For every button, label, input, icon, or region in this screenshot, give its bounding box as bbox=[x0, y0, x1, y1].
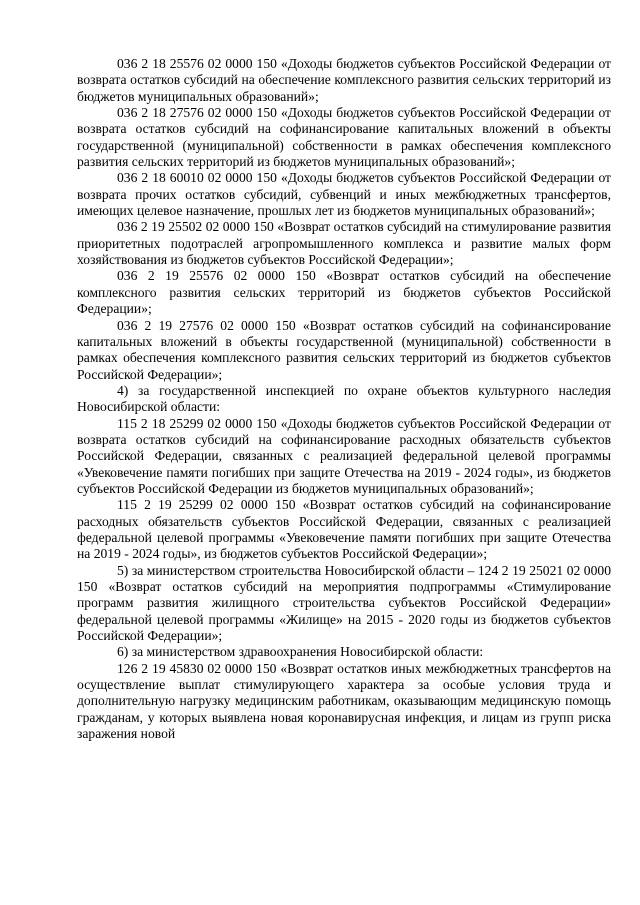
document-page bbox=[77, 56, 611, 742]
paragraph-036-2-19-25502: 036 2 19 25502 02 0000 150 «Возврат остатков субсидий на стимулирование развития приоритетных подотраслей агропромышленного комплекса и развитие малых форм хозяйствования из бюджетов субъектов Российской Федерации»; bbox=[77, 219, 611, 268]
paragraph-036-2-19-25576: 036 2 19 25576 02 0000 150 «Возврат остатков субсидий на обеспечение комплексного развития сельских территорий из бюджетов субъектов Российской Федерации»; bbox=[77, 268, 611, 317]
paragraph-115-2-18-25299: 115 2 18 25299 02 0000 150 «Доходы бюджетов субъектов Российской Федерации от возврата остатков субсидий на софинансирование расходных обязательств субъектов Российской Федерации, связанных с реализацией федеральной целевой программы «Увековечение памяти погибших при защите Отечества на 2019 - 2024 годы», из бюджетов субъектов Российской Федерации из бюджетов муниципальных образований»; bbox=[77, 415, 611, 496]
paragraph-115-2-19-25299: 115 2 19 25299 02 0000 150 «Возврат остатков субсидий на софинансирование расходных обязательств субъектов Российской Федерации, связанных с реализацией федеральной целевой программы «Увековечение памяти погибших при защите Отечества на 2019 - 2024 годы», из бюджетов субъектов Российской Федерации»; bbox=[77, 497, 611, 562]
paragraph-036-2-18-27576: 036 2 18 27576 02 0000 150 «Доходы бюджетов субъектов Российской Федерации от возврата остатков субсидий на софинансирование капитальных вложений в объекты государственной (муниципальной) собственности в рамках обеспечения комплексного развития сельских территорий из бюджетов муниципальных образований»; bbox=[77, 105, 611, 170]
section-heading-cultural-heritage: 4) за государственной инспекцией по охране объектов культурного наследия Новосибирской области: bbox=[77, 382, 611, 415]
paragraph-036-2-18-60010: 036 2 18 60010 02 0000 150 «Доходы бюджетов субъектов Российской Федерации от возврата прочих остатков субсидий, субвенций и иных межбюджетных трансфертов, имеющих целевое назначение, прошлых лет из бюджетов муниципальных образований»; bbox=[77, 170, 611, 219]
paragraph-ministry-of-construction: 5) за министерством строительства Новосибирской области – 124 2 19 25021 02 0000 150 «Возврат остатков субсидий на мероприятия подпрограммы «Стимулирование программ развития жилищного строительства субъектов Российской Федерации» федеральной целевой программы «Жилище» на 2015 - 2020 годы из бюджетов субъектов Российской Федерации»; bbox=[77, 562, 611, 644]
paragraph-036-2-18-25576: 036 2 18 25576 02 0000 150 «Доходы бюджетов субъектов Российской Федерации от возврата остатков субсидий на обеспечение комплексного развития сельских территорий из бюджетов муниципальных образований»; bbox=[77, 56, 611, 104]
paragraph-126-2-19-45830: 126 2 19 45830 02 0000 150 «Возврат остатков иных межбюджетных трансфертов на осуществление выплат стимулирующего характера за особые условия труда и дополнительную нагрузку медицинским работникам, оказывающим медицинскую помощь гражданам, у которых выявлена новая коронавирусная инфекция, и лицам из групп риска заражения новой bbox=[77, 660, 611, 742]
paragraph-036-2-19-27576: 036 2 19 27576 02 0000 150 «Возврат остатков субсидий на софинансирование капитальных вложений в объекты государственной (муниципальной) собственности в рамках обеспечения комплексного развития сельских территорий из бюджетов субъектов Российской Федерации»; bbox=[77, 317, 611, 382]
section-heading-ministry-of-health: 6) за министерством здравоохранения Новосибирской области: bbox=[117, 644, 484, 660]
